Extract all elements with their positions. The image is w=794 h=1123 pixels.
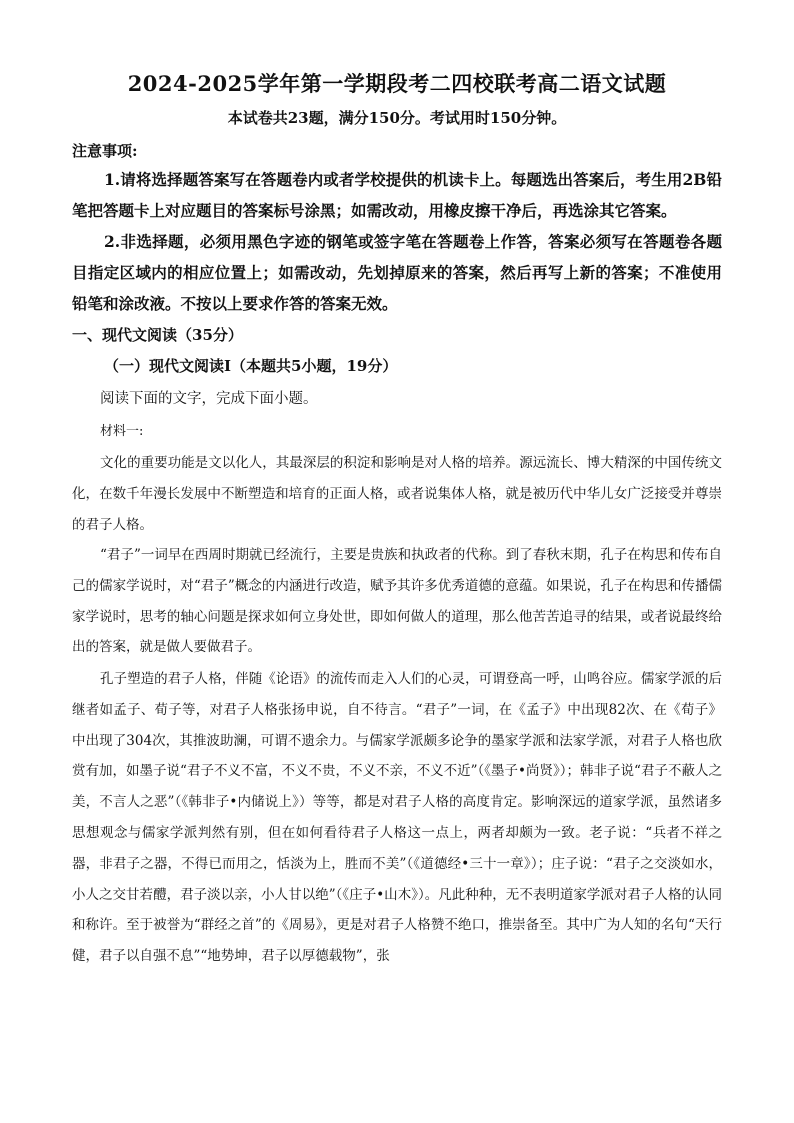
- notice-item-2: [72, 226, 722, 319]
- sub-section-heading: （一）现代文阅读Ⅰ（本题共5小题，19分）: [104, 357, 398, 375]
- notice-heading: 注意事项:: [72, 142, 138, 160]
- reading-instruction: 阅读下面的文字，完成下面小题。: [100, 391, 318, 407]
- exam-subtitle: 本试卷共23题，满分150分。考试用时150分钟。: [227, 109, 567, 127]
- paragraph-2: [72, 540, 722, 663]
- paragraph-1: [72, 448, 722, 540]
- notice-item-1-text: 1.请将选择题答案写在答题卷内或者学校提供的机读卡上。每题选出答案后，考生用2B铅笔把答题卡上对应题目的答案标号涂黑；如需改动，用橡皮擦干净后，再选涂其它答案。: [72, 170, 722, 220]
- paragraph-1-text: 文化的重要功能是文以化人，其最深层的积淀和影响是对人格的培养。源远流长、博大精深的中国传统文化，在数千年漫长发展中不断塑造和培育的正面人格，或者说集体人格，就是被历代中华儿女广泛接受并尊崇的君子人格。: [72, 455, 722, 533]
- material-label: 材料一:: [100, 424, 144, 439]
- paragraph-2-text: “君子”一词早在西周时期就已经流行，主要是贵族和执政者的代称。到了春秋末期，孔子在构思和传布自己的儒家学说时，对“君子”概念的内涵进行改造，赋予其许多优秀道德的意蕴。如果说，孔子在构思和传播儒家学说时，思考的轴心问题是探求如何立身处世，即如何做人的道理，那么他苦苦追寻的结果，或者说最终给出的答案，就是做人要做君子。: [72, 547, 722, 656]
- notice-item-1: [72, 164, 722, 226]
- exam-title: 2024-2025学年第一学期段考二四校联考高二语文试题: [127, 71, 667, 96]
- section-heading: 一、现代文阅读（35分）: [72, 326, 243, 344]
- notice-item-2-text: 2.非选择题，必须用黑色字迹的钢笔或签字笔在答题卷上作答，答案必须写在答题卷各题目指定区域内的相应位置上；如需改动，先划掉原来的答案，然后再写上新的答案；不准使用铅笔和涂改液。不按以上要求作答的答案无效。: [72, 232, 722, 313]
- paragraph-3: [72, 664, 722, 972]
- paragraph-3-text: 孔子塑造的君子人格，伴随《论语》的流传而走入人们的心灵，可谓登高一呼，山鸣谷应。儒家学派的后继者如孟子、荀子等，对君子人格张扬申说，自不待言。“君子”一词，在《孟子》中出现82次、在《荀子》中出现了304次，其推波助澜，可谓不遗余力。与儒家学派颇多论争的墨家学派和法家学派，对君子人格也欣赏有加，如墨子说“君子不义不富，不义不贵，不义不亲，不义不近”（《墨子•尚贤》）；韩非子说“君子不蔽人之美，不言人之恶”（《韩非子•内储说上》）等等，都是对君子人格的高度肯定。影响深远的道家学派，虽然诸多思想观念与儒家学派判然有别，但在如何看待君子人格这一点上，两者却颇为一致。老子说：“兵者不祥之器，非君子之器，不得已而用之，恬淡为上，胜而不美”（《道德经•三十一章》）；庄子说：“君子之交淡如水，小人之交甘若醴，君子淡以亲，小人甘以绝”（《庄子•山木》）。凡此种种，无不表明道家学派对君子人格的认同和称许。至于被誉为“群经之首”的《周易》，更是对君子人格赞不绝口，推崇备至。其中广为人知的名句“天行健，君子以自强不息”“地势坤，君子以厚德载物”，张: [72, 671, 722, 965]
